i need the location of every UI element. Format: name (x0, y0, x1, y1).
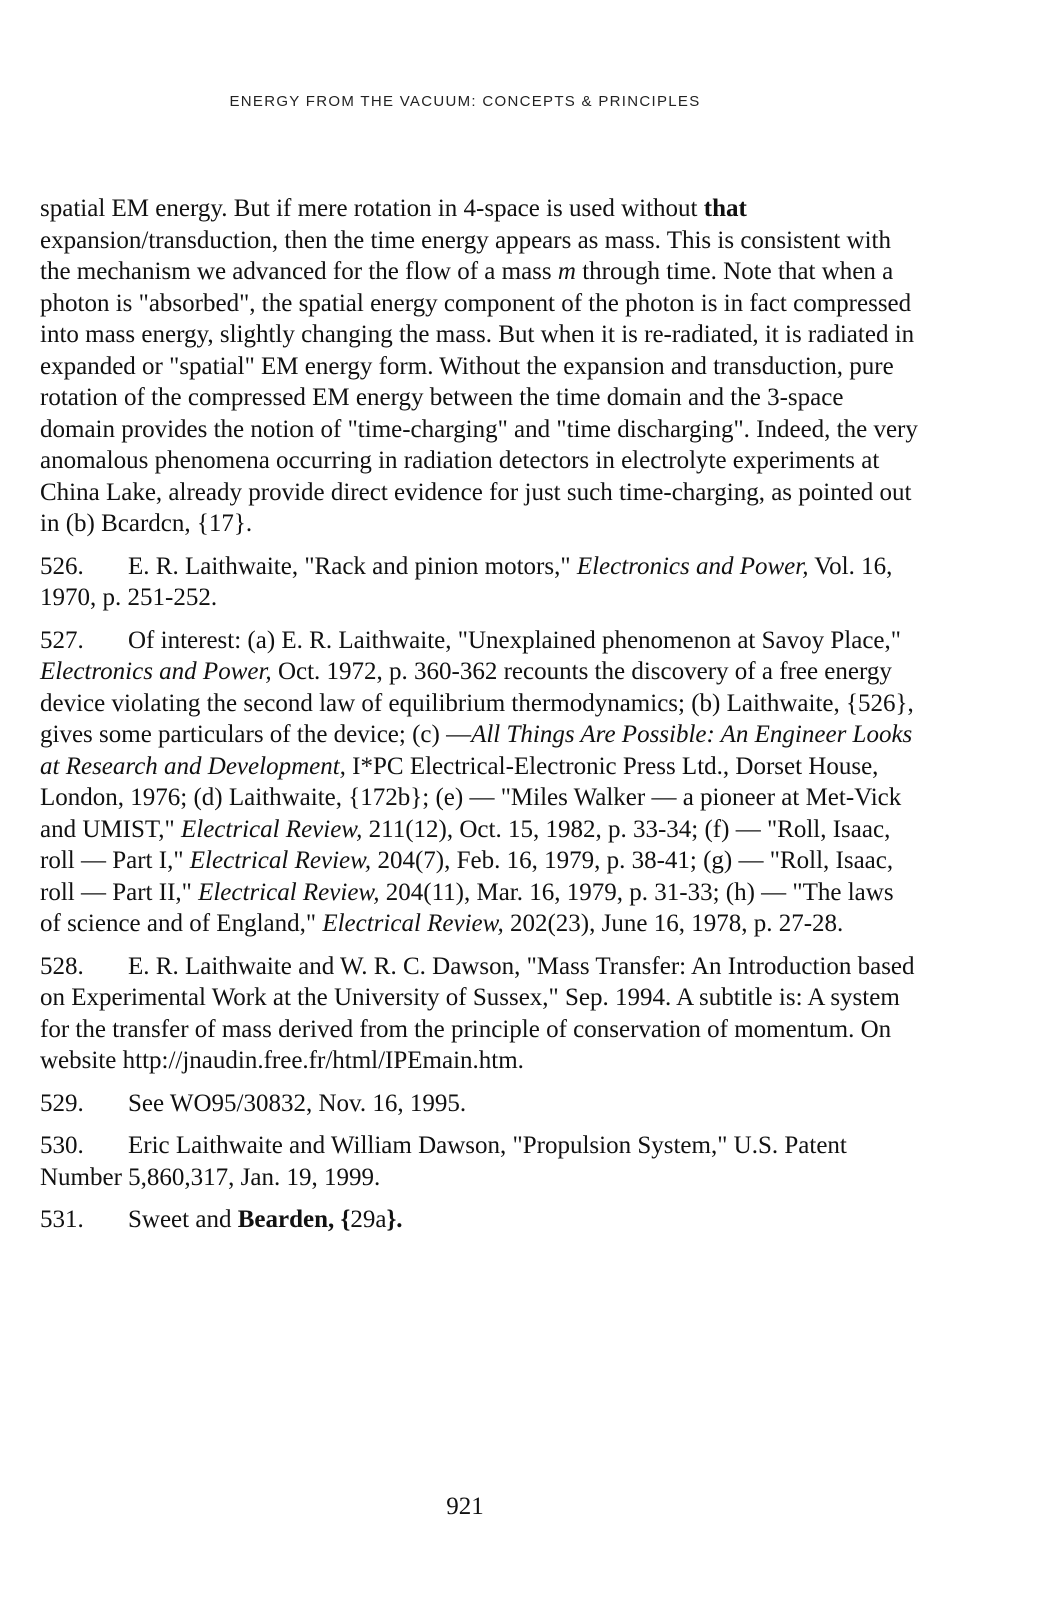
text-run: spatial EM energy. But if mere rotation in 4-space is used without (40, 195, 704, 222)
text-run: E. R. Laithwaite, "Rack and pinion motors," (128, 552, 577, 580)
page-number: 921 (446, 1493, 484, 1520)
bold-run: Bearden, { (237, 1206, 351, 1233)
reference-528 (40, 951, 920, 1077)
reference-number: 530. (40, 1132, 84, 1159)
text-run: Oct. 1972, p. 360-362 recounts the discovery of a free energy device violating the second law of equilibrium thermodynamics; (b) Laithwaite, {526}, gives some particulars of the device; (c) — (40, 658, 914, 748)
text-run: I*PC Electrical-Electronic Press Ltd., Dorset House, London, 1976; (d) Laithwaite, {172b}; (e) — "Miles Walker — a pioneer at Met-Vick and UMIST," (40, 752, 902, 843)
italic-run: All Things Are Possible: An Engineer Looks at Research and Development, (40, 721, 913, 780)
text-run: 211(12), Oct. 15, 1982, p. 33-34; (f) — "Roll, Isaac, roll — Part I," (40, 815, 891, 874)
bold-run: }. (386, 1206, 403, 1233)
text-run: 202(23), June 16, 1978, p. 27-28. (503, 910, 844, 937)
text-run: Of interest: (a) E. R. Laithwaite, "Unexplained phenomenon at Savoy Place," (128, 626, 901, 654)
text-run: Eric Laithwaite and William Dawson, "Propulsion System," U.S. Patent Number 5,860,317, Jan. 19, 1999. (40, 1132, 847, 1191)
text-run: E. R. Laithwaite and W. R. C. Dawson, "Mass Transfer: An Introduction based on Experimental Work at the University of Sussex," Sep. 1994. A subtitle is: A system for the transfer of mass derived from the principle of conservation of momentum. On website http://jnaudin.free.fr/html/IPEmain.htm. (40, 952, 915, 1074)
text-run: expansion/transduction, then the time energy appears as mass. This is consistent with the mechanism we advanced for the flow of a mass (40, 226, 892, 285)
text-run: Vol. 16, 1970, p. 251-252. (40, 552, 893, 611)
reference-527 (40, 625, 920, 940)
reference-529 (40, 1088, 920, 1120)
reference-number: 529. (40, 1089, 84, 1117)
reference-531 (40, 1204, 920, 1236)
continuation-paragraph (40, 193, 920, 540)
running-header: ENERGY FROM THE VACUUM: CONCEPTS & PRINCIPLES (229, 93, 701, 110)
reference-number: 527. (40, 626, 84, 654)
reference-number: 528. (40, 952, 84, 980)
italic-run: Electrical Review, (322, 910, 504, 937)
text-run: Sweet and (128, 1206, 238, 1233)
text-run: 204(7), Feb. 16, 1979, p. 38-41; (g) — "Roll, Isaac, roll — Part II," (40, 847, 894, 906)
text-run: through time. Note that when a photon is "absorbed", the spatial energy component of the photon is in fact compressed into mass energy, slightly changing the mass. But when it is re-radiated, it is radiated in expanded or "spatial" EM energy form. Without the expansion and transduction, pure rotation of the compressed EM energy between the time domain and the 3-space domain provides the notion of "time-charging" and "time discharging". Indeed, the very anomalous phenomena occurring in radiation detectors in electrolyte experiments at China Lake, already provide direct evidence for just such time-charging, as pointed out in (b) Bcardcn, {17}. (40, 258, 918, 537)
text-run: See WO95/30832, Nov. 16, 1995. (128, 1089, 467, 1117)
text-run: 204(11), Mar. 16, 1979, p. 31-33; (h) — "The laws of science and of England," (40, 878, 894, 937)
reference-number: 526. (40, 552, 84, 580)
italic-run: Electrical Review, (198, 878, 380, 906)
text-run: 29a (350, 1206, 387, 1233)
reference-526 (40, 551, 920, 614)
bold-run: that (703, 195, 747, 222)
italic-run: Electronics and Power, (576, 552, 809, 580)
page-body (40, 193, 920, 1236)
italic-run: m (557, 258, 576, 285)
reference-number: 531. (40, 1206, 84, 1233)
italic-run: Electrical Review, (189, 847, 372, 874)
italic-run: Electrical Review, (180, 815, 363, 843)
reference-530 (40, 1130, 920, 1193)
italic-run: Electronics and Power, (40, 658, 272, 685)
